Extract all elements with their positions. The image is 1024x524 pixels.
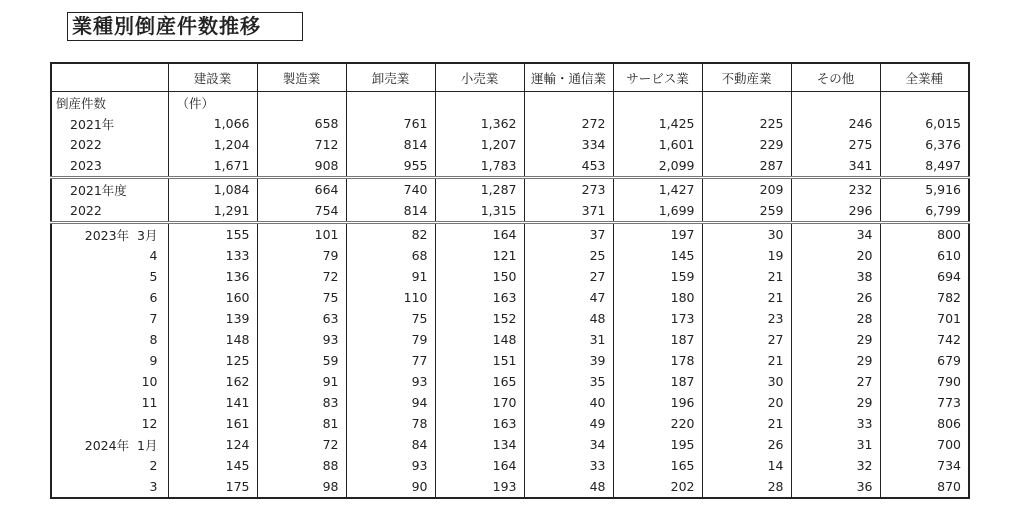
cell-value: 371 [524,200,613,223]
cell-value: 38 [791,266,880,287]
cell-value: 209 [702,178,791,201]
cell-value: 148 [435,329,524,350]
cell-value: 75 [346,308,435,329]
column-header: 不動産業 [702,63,791,92]
cell-value: 148 [168,329,257,350]
row-label: 2021年度 [51,178,168,201]
fiscal-year-row [51,200,969,223]
cell-value: 28 [791,308,880,329]
cell-value: 814 [346,134,435,155]
cell-value: 175 [168,476,257,498]
cell-value: 27 [791,371,880,392]
cell-value: 712 [257,134,346,155]
cell-value: 91 [346,266,435,287]
cell-value: 173 [613,308,702,329]
cell-value: 1,287 [435,178,524,201]
cell-value: 773 [880,392,969,413]
header-row [51,63,969,92]
header-corner [51,63,168,92]
cell-value: 78 [346,413,435,434]
cell-value: 63 [257,308,346,329]
cell-value: 34 [791,223,880,246]
cell-value: 133 [168,245,257,266]
cell-value: 782 [880,287,969,308]
cell-value: 23 [702,308,791,329]
monthly-row [51,350,969,371]
column-header: サービス業 [613,63,702,92]
cell-value: 740 [346,178,435,201]
cell-value: 31 [524,329,613,350]
cell-value: 761 [346,113,435,134]
column-header: 全業種 [880,63,969,92]
column-header: その他 [791,63,880,92]
cell-value: 5,916 [880,178,969,201]
monthly-row [51,308,969,329]
cell-value: 20 [791,245,880,266]
cell-value: 1,427 [613,178,702,201]
cell-value: 93 [346,455,435,476]
cell-value: 220 [613,413,702,434]
cell-value: 49 [524,413,613,434]
unit-label: （件） [168,92,257,114]
cell-value: 225 [702,113,791,134]
cell-value: 124 [168,434,257,455]
cell-value: 82 [346,223,435,246]
cell-value: 48 [524,308,613,329]
column-header: 卸売業 [346,63,435,92]
cell-value: 273 [524,178,613,201]
cell-value: 34 [524,434,613,455]
cell-value: 246 [791,113,880,134]
cell-value: 202 [613,476,702,498]
cell-value: 26 [791,287,880,308]
cell-value: 19 [702,245,791,266]
cell-value: 39 [524,350,613,371]
annual-row [51,113,969,134]
row-label: 2 [51,455,168,476]
cell-value: 170 [435,392,524,413]
cell-value: 341 [791,155,880,178]
cell-value: 139 [168,308,257,329]
cell-value: 31 [791,434,880,455]
cell-value: 150 [435,266,524,287]
cell-value: 79 [257,245,346,266]
cell-value: 121 [435,245,524,266]
cell-value: 165 [613,455,702,476]
cell-value: 679 [880,350,969,371]
cell-value: 814 [346,200,435,223]
cell-value: 59 [257,350,346,371]
cell-value: 145 [168,455,257,476]
row-label: 2022 [51,200,168,223]
cell-value: 33 [791,413,880,434]
monthly-row [51,266,969,287]
cell-value: 35 [524,371,613,392]
cell-value: 21 [702,413,791,434]
cell-value: 664 [257,178,346,201]
cell-value: 84 [346,434,435,455]
cell-value: 94 [346,392,435,413]
cell-value: 163 [435,287,524,308]
cell-value: 287 [702,155,791,178]
row-label: 2021年 [51,113,168,134]
cell-value: 72 [257,434,346,455]
cell-value: 296 [791,200,880,223]
cell-value: 30 [702,223,791,246]
cell-value: 83 [257,392,346,413]
cell-value: 6,015 [880,113,969,134]
cell-value: 162 [168,371,257,392]
monthly-row [51,287,969,308]
cell-value: 1,291 [168,200,257,223]
row-label: 8 [51,329,168,350]
cell-value: 81 [257,413,346,434]
row-label: 2023 [51,155,168,178]
cell-value: 110 [346,287,435,308]
cell-value: 1,362 [435,113,524,134]
cell-value: 14 [702,455,791,476]
cell-value: 164 [435,223,524,246]
cell-value: 178 [613,350,702,371]
cell-value: 101 [257,223,346,246]
cell-value: 453 [524,155,613,178]
column-header: 小売業 [435,63,524,92]
cell-value: 145 [613,245,702,266]
row-label: 2024年 1月 [51,434,168,455]
cell-value: 20 [702,392,791,413]
cell-value: 694 [880,266,969,287]
cell-value: 91 [257,371,346,392]
row-label: 3 [51,476,168,498]
monthly-row [51,413,969,434]
cell-value: 187 [613,371,702,392]
cell-value: 193 [435,476,524,498]
monthly-row [51,455,969,476]
cell-value: 229 [702,134,791,155]
section-label: 倒産件数 [51,92,168,114]
cell-value: 790 [880,371,969,392]
monthly-row [51,245,969,266]
cell-value: 68 [346,245,435,266]
monthly-row [51,223,969,246]
cell-value: 40 [524,392,613,413]
monthly-row [51,329,969,350]
row-label: 12 [51,413,168,434]
cell-value: 1,601 [613,134,702,155]
cell-value: 75 [257,287,346,308]
cell-value: 160 [168,287,257,308]
row-label: 5 [51,266,168,287]
cell-value: 164 [435,455,524,476]
annual-row [51,155,969,178]
cell-value: 1,671 [168,155,257,178]
monthly-row [51,392,969,413]
cell-value: 197 [613,223,702,246]
cell-value: 610 [880,245,969,266]
row-label: 2022 [51,134,168,155]
cell-value: 32 [791,455,880,476]
cell-value: 77 [346,350,435,371]
cell-value: 47 [524,287,613,308]
cell-value: 26 [702,434,791,455]
cell-value: 159 [613,266,702,287]
column-header: 運輸・通信業 [524,63,613,92]
cell-value: 701 [880,308,969,329]
cell-value: 125 [168,350,257,371]
cell-value: 196 [613,392,702,413]
cell-value: 79 [346,329,435,350]
cell-value: 33 [524,455,613,476]
cell-value: 180 [613,287,702,308]
cell-value: 25 [524,245,613,266]
cell-value: 800 [880,223,969,246]
section-label-row [51,92,969,114]
cell-value: 136 [168,266,257,287]
page-title: 業種別倒産件数推移 [67,12,303,41]
cell-value: 29 [791,392,880,413]
cell-value: 742 [880,329,969,350]
cell-value: 88 [257,455,346,476]
cell-value: 27 [702,329,791,350]
row-label: 6 [51,287,168,308]
cell-value: 259 [702,200,791,223]
cell-value: 93 [257,329,346,350]
cell-value: 27 [524,266,613,287]
cell-value: 870 [880,476,969,498]
row-label: 10 [51,371,168,392]
cell-value: 6,799 [880,200,969,223]
annual-row [51,134,969,155]
cell-value: 29 [791,350,880,371]
cell-value: 275 [791,134,880,155]
cell-value: 1,699 [613,200,702,223]
cell-value: 163 [435,413,524,434]
cell-value: 141 [168,392,257,413]
cell-value: 1,315 [435,200,524,223]
cell-value: 161 [168,413,257,434]
cell-value: 1,084 [168,178,257,201]
cell-value: 28 [702,476,791,498]
cell-value: 1,204 [168,134,257,155]
cell-value: 98 [257,476,346,498]
cell-value: 955 [346,155,435,178]
cell-value: 1,066 [168,113,257,134]
cell-value: 6,376 [880,134,969,155]
cell-value: 134 [435,434,524,455]
cell-value: 1,783 [435,155,524,178]
row-label: 4 [51,245,168,266]
monthly-row [51,371,969,392]
cell-value: 700 [880,434,969,455]
cell-value: 187 [613,329,702,350]
cell-value: 151 [435,350,524,371]
cell-value: 1,425 [613,113,702,134]
fiscal-year-row [51,178,969,201]
cell-value: 806 [880,413,969,434]
monthly-row [51,476,969,498]
cell-value: 658 [257,113,346,134]
column-header: 製造業 [257,63,346,92]
cell-value: 29 [791,329,880,350]
cell-value: 155 [168,223,257,246]
row-label: 9 [51,350,168,371]
monthly-row [51,434,969,455]
cell-value: 1,207 [435,134,524,155]
cell-value: 334 [524,134,613,155]
cell-value: 21 [702,266,791,287]
cell-value: 8,497 [880,155,969,178]
cell-value: 21 [702,350,791,371]
row-label: 11 [51,392,168,413]
row-label: 7 [51,308,168,329]
cell-value: 36 [791,476,880,498]
cell-value: 195 [613,434,702,455]
cell-value: 2,099 [613,155,702,178]
cell-value: 165 [435,371,524,392]
cell-value: 30 [702,371,791,392]
cell-value: 754 [257,200,346,223]
cell-value: 734 [880,455,969,476]
column-header: 建設業 [168,63,257,92]
cell-value: 152 [435,308,524,329]
cell-value: 48 [524,476,613,498]
row-label: 2023年 3月 [51,223,168,246]
cell-value: 37 [524,223,613,246]
cell-value: 232 [791,178,880,201]
cell-value: 93 [346,371,435,392]
cell-value: 908 [257,155,346,178]
cell-value: 272 [524,113,613,134]
cell-value: 21 [702,287,791,308]
cell-value: 90 [346,476,435,498]
bankruptcy-by-industry-table [50,62,970,499]
cell-value: 72 [257,266,346,287]
